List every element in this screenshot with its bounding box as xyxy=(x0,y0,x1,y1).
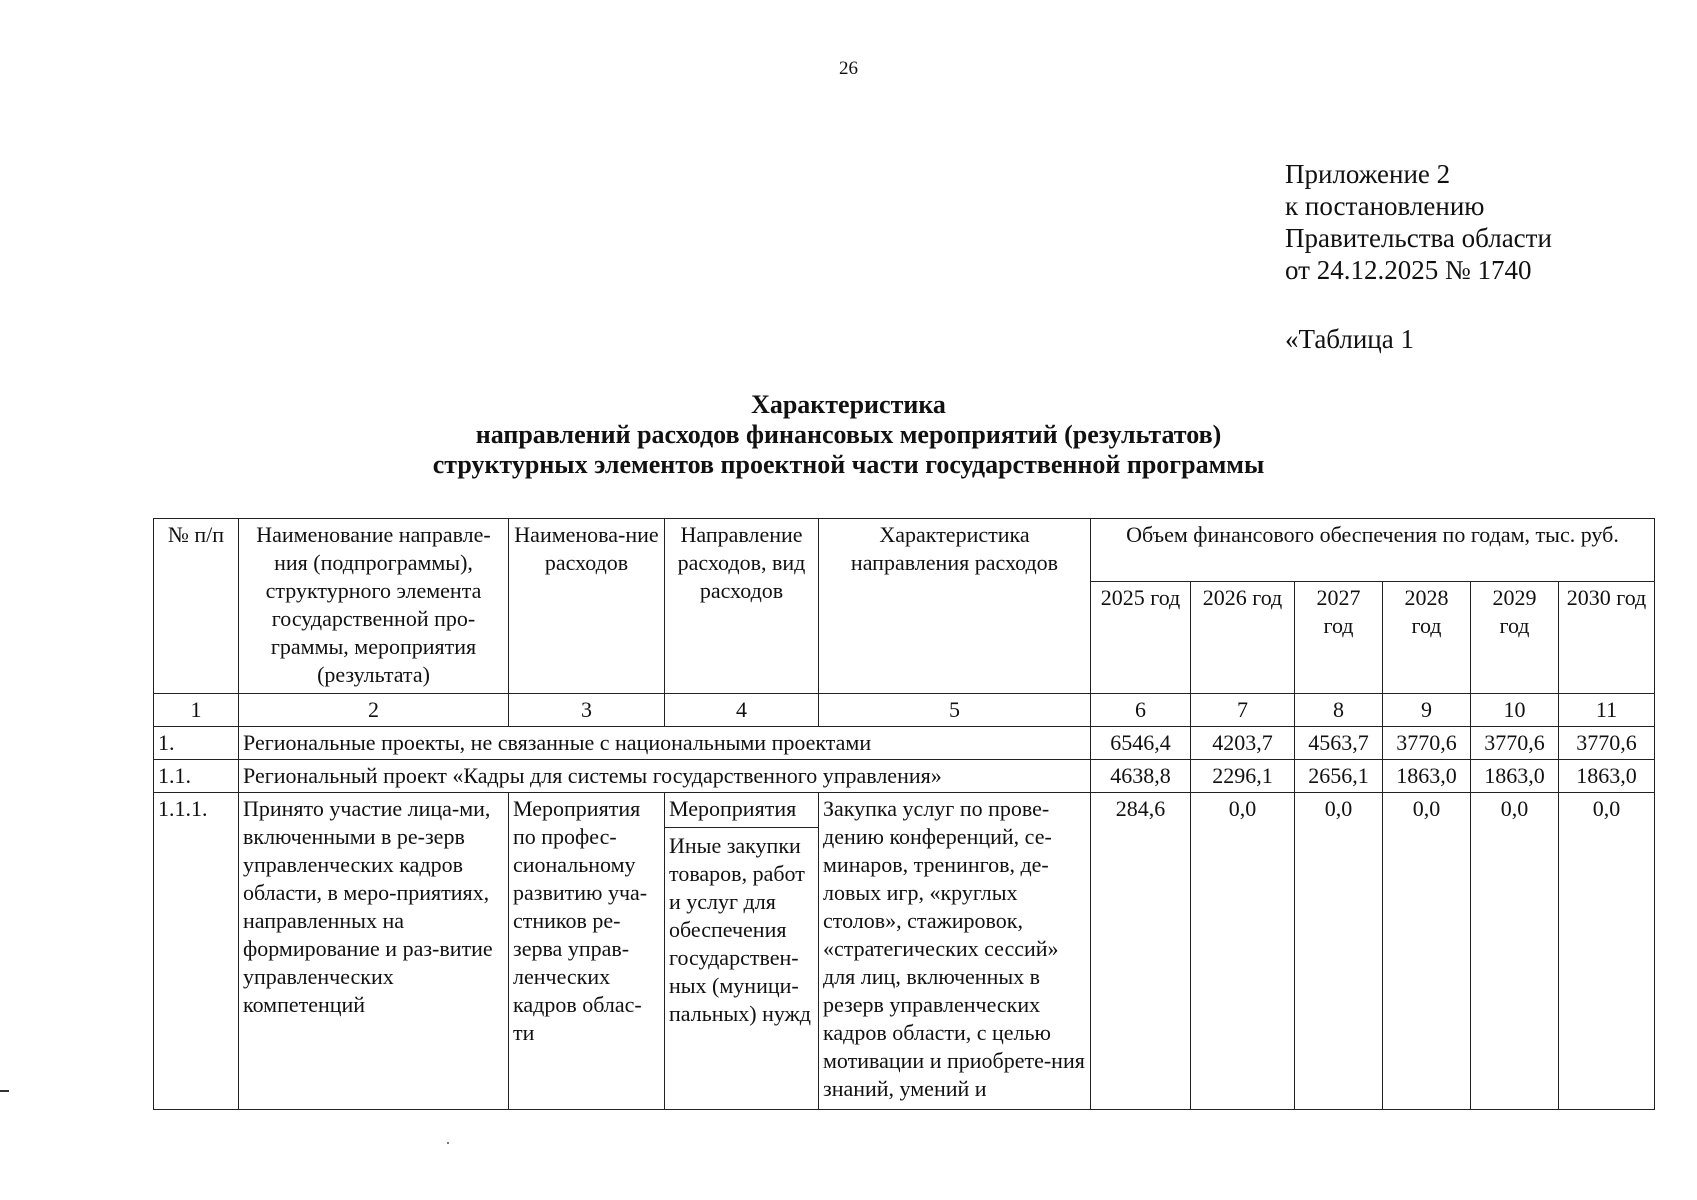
document-title xyxy=(0,390,1697,480)
header-year-2028: 2028 год xyxy=(1383,582,1471,694)
row-value-2027: 2656,1 xyxy=(1295,760,1383,793)
row-value-2026: 2296,1 xyxy=(1191,760,1295,793)
column-number: 9 xyxy=(1383,694,1471,727)
header-year-2029: 2029 год xyxy=(1471,582,1559,694)
column-number: 1 xyxy=(154,694,239,727)
row-number: 1. xyxy=(154,727,239,760)
column-number: 6 xyxy=(1091,694,1191,727)
row-name: Региональный проект «Кадры для системы государственного управления» xyxy=(239,760,1091,793)
column-number: 3 xyxy=(509,694,665,727)
row-number: 1.1.1. xyxy=(154,793,239,1110)
column-number: 11 xyxy=(1559,694,1655,727)
column-number: 5 xyxy=(819,694,1091,727)
header-year-2025: 2025 год xyxy=(1091,582,1191,694)
column-number: 10 xyxy=(1471,694,1559,727)
direction-type: Мероприятия xyxy=(665,793,818,828)
table-label: «Таблица 1 xyxy=(1285,324,1414,354)
page-number: 26 xyxy=(839,58,858,79)
appendix-line-1: Приложение 2 xyxy=(1285,159,1451,189)
appendix-line-3: Правительства области xyxy=(1285,223,1552,253)
row-number: 1.1. xyxy=(154,760,239,793)
scan-margin-mark xyxy=(0,1090,9,1092)
row-value-2028: 1863,0 xyxy=(1383,760,1471,793)
header-year-2027: 2027 год xyxy=(1295,582,1383,694)
header-name: Наименование направле-ния (подпрограммы), структурного элемента государственной про-граммы, мероприятия (результата) xyxy=(239,519,509,694)
table-row xyxy=(154,760,1655,793)
header-row-1 xyxy=(154,519,1655,582)
row-name: Принято участие лица-ми, включенными в ре-зерв управленческих кадров области, в меро-приятиях, направленных на формирование и раз-витие управленческих компетенций xyxy=(239,793,509,1110)
row-value-2025: 284,6 xyxy=(1091,793,1191,1110)
row-direction xyxy=(665,793,819,1110)
column-number-row xyxy=(154,694,1655,727)
header-direction: Направление расходов, вид расходов xyxy=(665,519,819,694)
header-expense-name: Наименова-ние расходов xyxy=(509,519,665,694)
row-value-2028: 3770,6 xyxy=(1383,727,1471,760)
row-value-2026: 4203,7 xyxy=(1191,727,1295,760)
row-value-2028: 0,0 xyxy=(1383,793,1471,1110)
title-line-2: направлений расходов финансовых мероприятий (результатов) xyxy=(475,420,1222,449)
row-value-2027: 0,0 xyxy=(1295,793,1383,1110)
header-funding: Объем финансового обеспечения по годам, тыс. руб. xyxy=(1091,519,1655,582)
header-characteristic: Характеристика направления расходов xyxy=(819,519,1091,694)
column-number: 8 xyxy=(1295,694,1383,727)
title-line-3: структурных элементов проектной части государственной программы xyxy=(432,450,1265,479)
appendix-line-4: от 24.12.2025 № 1740 xyxy=(1285,255,1532,285)
appendix-block xyxy=(1285,158,1552,286)
row-expense-name: Мероприятия по профес-сиональному развитию уча-стников ре-зерва управ-ленческих кадров облас-ти xyxy=(509,793,665,1110)
header-year-2026: 2026 год xyxy=(1191,582,1295,694)
row-name: Региональные проекты, не связанные с национальными проектами xyxy=(239,727,1091,760)
row-value-2030: 3770,6 xyxy=(1559,727,1655,760)
table-row xyxy=(154,793,1655,1110)
row-value-2030: 0,0 xyxy=(1559,793,1655,1110)
row-characteristic: Закупка услуг по прове-дению конференций, се-минаров, тренингов, де-ловых игр, «круглых столов», стажировок, «стратегических сессий» для лиц, включенных в резерв управленческих кадров области, с целью мотивации и приобрете-ния знаний, умений и xyxy=(819,793,1091,1110)
row-value-2029: 0,0 xyxy=(1471,793,1559,1110)
header-year-2030: 2030 год xyxy=(1559,582,1655,694)
column-number: 7 xyxy=(1191,694,1295,727)
row-value-2029: 3770,6 xyxy=(1471,727,1559,760)
row-value-2030: 1863,0 xyxy=(1559,760,1655,793)
row-value-2026: 0,0 xyxy=(1191,793,1295,1110)
title-line-1: Характеристика xyxy=(751,390,946,419)
appendix-line-2: к постановлению xyxy=(1285,191,1485,221)
row-value-2025: 6546,4 xyxy=(1091,727,1191,760)
direction-kind: Иные закупки товаров, работ и услуг для обеспечения государствен-ных (муници-пальных) нужд xyxy=(669,833,812,1026)
scan-dust-dot xyxy=(447,1142,449,1144)
column-number: 2 xyxy=(239,694,509,727)
column-number: 4 xyxy=(665,694,819,727)
header-number: № п/п xyxy=(154,519,239,694)
expense-table xyxy=(153,518,1655,1110)
row-value-2025: 4638,8 xyxy=(1091,760,1191,793)
table-row xyxy=(154,727,1655,760)
row-value-2027: 4563,7 xyxy=(1295,727,1383,760)
row-value-2029: 1863,0 xyxy=(1471,760,1559,793)
